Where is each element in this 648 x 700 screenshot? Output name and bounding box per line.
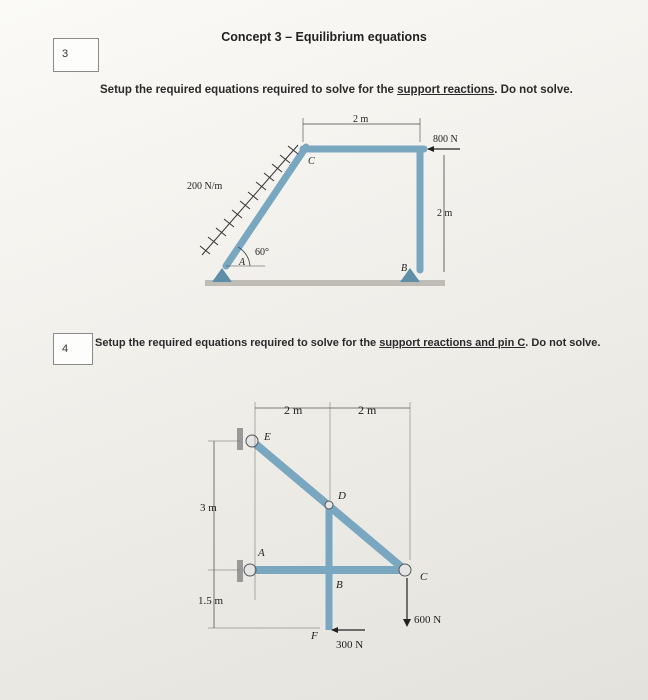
dim-label-top: 2 m	[353, 114, 369, 125]
load-label-600: 600 N	[414, 614, 442, 626]
dim-label-3m: 3 m	[200, 502, 217, 514]
point-label-b: B	[336, 579, 343, 591]
point-label-f: F	[311, 630, 318, 642]
point-label-a: A	[239, 257, 246, 268]
statement-text: Setup the required equations required to solve for the	[95, 337, 380, 349]
statement-emphasis: support reactions	[397, 84, 495, 96]
pin-d	[325, 501, 333, 509]
problem-number: 4	[62, 343, 69, 355]
statement-end: . Do not solve.	[525, 337, 601, 349]
statement-text: Setup the required equations required to solve for the	[100, 84, 398, 96]
pin-c	[399, 564, 411, 576]
point-label-e: E	[264, 431, 271, 443]
problem-number: 3	[62, 48, 69, 60]
pin-a	[244, 564, 256, 576]
point-label-c: C	[420, 571, 428, 583]
wall-support-a	[237, 560, 243, 582]
pin-e	[246, 435, 258, 447]
load-label-300: 300 N	[336, 639, 364, 651]
statement-end: . Do not solve.	[494, 84, 573, 96]
dim-label-right: 2 m	[437, 208, 453, 219]
point-label-b: B	[401, 263, 408, 274]
statement-emphasis: support reactions and pin C	[379, 337, 526, 349]
wall-support-e	[237, 428, 243, 450]
dim-label-2m-left: 2 m	[284, 403, 303, 417]
load-label-800: 800 N	[433, 134, 458, 145]
arrow-head-icon	[403, 619, 411, 627]
point-label-d: D	[338, 490, 346, 502]
page-title: Concept 3 – Equilibrium equations	[221, 30, 427, 44]
dim-label-2m-right: 2 m	[358, 403, 377, 417]
dist-load-label: 200 N/m	[187, 181, 223, 192]
point-label-a: A	[258, 547, 265, 559]
point-label-c: C	[308, 156, 315, 167]
angle-label: 60°	[255, 247, 269, 258]
dim-label-1-5m: 1.5 m	[198, 595, 224, 607]
